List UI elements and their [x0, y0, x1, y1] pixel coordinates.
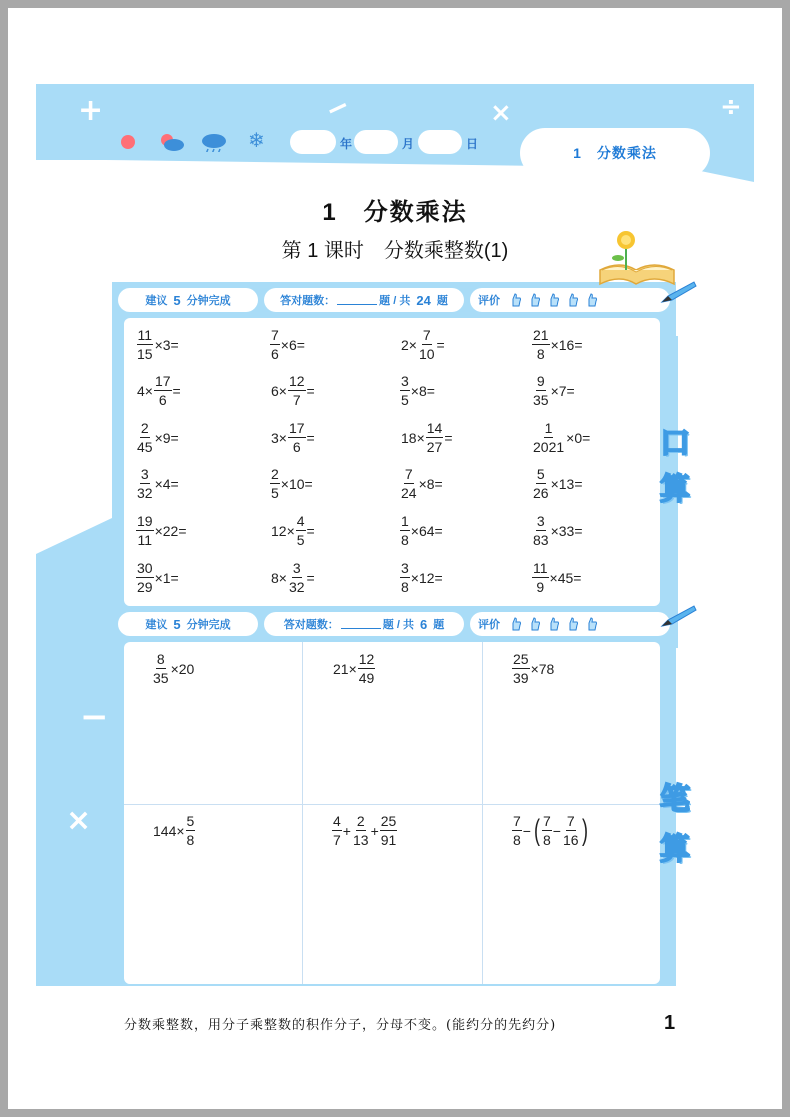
score-blank[interactable] — [341, 619, 381, 629]
thumb-icon[interactable] — [510, 617, 522, 631]
sunny-icon — [120, 132, 136, 152]
thumb-icon[interactable] — [567, 617, 579, 631]
written-item: $\frac{4}{7}$ + $\frac{2}{13}$ + $\frac{25}{91}$ — [333, 813, 397, 848]
oral-item: $\frac{3}{83}$ ×33= — [533, 513, 583, 548]
lesson-subtitle: 第 1 课时 分数乘整数(1) — [281, 240, 509, 262]
chapter-title: 1 分数乘法 — [322, 199, 468, 226]
oral-item: 3× $\frac{17}{6}$ = — [271, 420, 315, 455]
divide-symbol-icon: ÷ — [720, 92, 742, 122]
rating-field: 评价 — [470, 612, 670, 636]
times-symbol-icon: × — [66, 803, 92, 838]
worksheet-page — [8, 8, 782, 1109]
thumb-icon[interactable] — [567, 293, 579, 307]
thumb-icon[interactable] — [529, 293, 541, 307]
page-number: 1 — [664, 1012, 676, 1034]
rainy-icon — [200, 132, 230, 152]
oral-item: 8× $\frac{3}{32}$ = — [271, 560, 315, 595]
oral-item: 18× $\frac{14}{27}$ = — [401, 420, 453, 455]
plus-symbol-icon: + — [78, 93, 104, 128]
oral-side-label: 口 — [660, 426, 690, 461]
day-field[interactable] — [418, 130, 462, 154]
thumb-icon[interactable] — [510, 293, 522, 307]
thumb-icon[interactable] — [548, 293, 560, 307]
oral-item: $\frac{11}{15}$ ×3= — [137, 327, 179, 362]
oral-item: $\frac{1}{2021}$ ×0= — [533, 420, 591, 455]
year-unit: 年 — [340, 137, 353, 151]
score-field: 答对题数： 题 / 共 24 题 — [264, 288, 464, 312]
score-blank[interactable] — [337, 295, 377, 305]
chapter-pill: 1 分数乘法 — [520, 128, 710, 178]
written-item: $\frac{25}{39}$ ×78 — [513, 651, 555, 686]
month-field[interactable] — [354, 130, 398, 154]
oral-item: $\frac{30}{29}$ ×1= — [137, 560, 179, 595]
minus-symbol-icon: − — [80, 697, 109, 737]
written-side-label: 笔 — [660, 782, 690, 817]
oral-item: $\frac{5}{26}$ ×13= — [533, 466, 583, 501]
written-side-label: 算 — [660, 832, 690, 867]
snow-icon: ❄ — [248, 128, 265, 152]
written-info-bar — [118, 612, 678, 636]
times-symbol-icon: × — [490, 98, 512, 128]
thumb-icon[interactable] — [548, 617, 560, 631]
oral-item: $\frac{7}{24}$ ×8= — [401, 466, 443, 501]
oral-item: $\frac{9}{35}$ ×7= — [533, 373, 575, 408]
grid-divider — [302, 642, 303, 984]
pencil-icon — [658, 278, 698, 306]
thumb-icon[interactable] — [586, 617, 598, 631]
suggest-time: 建议 5 分钟完成 — [118, 612, 258, 636]
oral-side-label: 算 — [660, 472, 690, 507]
year-field[interactable] — [290, 130, 336, 154]
oral-item: $\frac{3}{32}$ ×4= — [137, 466, 179, 501]
oral-info-bar — [118, 288, 678, 312]
suggest-time: 建议 5 分钟完成 — [118, 288, 258, 312]
oral-item: 12× $\frac{4}{5}$ = — [271, 513, 315, 548]
day-unit: 日 — [466, 137, 479, 151]
right-paren: ) — [581, 813, 588, 847]
oral-item: 2× $\frac{7}{10}$ = — [401, 327, 445, 362]
written-item: $\frac{7}{8}$ − ( $\frac{7}{8}$ − $\frac{7}{16}$ ) — [513, 813, 588, 848]
thumb-icon[interactable] — [586, 293, 598, 307]
written-item: 21× $\frac{12}{49}$ — [333, 651, 375, 686]
oral-item: $\frac{21}{8}$ ×16= — [533, 327, 583, 362]
grid-divider — [124, 804, 660, 805]
oral-item: $\frac{11}{9}$ ×45= — [533, 560, 582, 595]
oral-item: $\frac{3}{8}$ ×12= — [401, 560, 443, 595]
oral-item: $\frac{7}{6}$ ×6= — [271, 327, 305, 362]
written-item: $\frac{8}{35}$ ×20 — [153, 651, 195, 686]
rating-field: 评价 — [470, 288, 670, 312]
oral-item: 4× $\frac{17}{6}$ = — [137, 373, 181, 408]
rule-tip: 分数乘整数，用分子乘整数的积作分子，分母不变。(能约分的先约分) — [124, 1018, 557, 1033]
written-item: 144× $\frac{5}{8}$ — [153, 813, 195, 848]
thumb-icon[interactable] — [529, 617, 541, 631]
oral-item: $\frac{2}{5}$ ×10= — [271, 466, 313, 501]
oral-item: 6× $\frac{12}{7}$ = — [271, 373, 315, 408]
oral-item: $\frac{2}{45}$ ×9= — [137, 420, 179, 455]
month-unit: 月 — [402, 137, 415, 151]
minus-symbol-icon: − — [319, 87, 356, 128]
oral-item: $\frac{19}{11}$ ×22= — [137, 513, 187, 548]
oral-item: $\frac{3}{5}$ ×8= — [401, 373, 435, 408]
partly-cloudy-icon — [158, 132, 186, 152]
score-field: 答对题数： 题 / 共 6 题 — [264, 612, 464, 636]
oral-item: $\frac{1}{8}$ ×64= — [401, 513, 443, 548]
pencil-icon — [658, 602, 698, 630]
grid-divider — [482, 642, 483, 984]
left-paren: ( — [533, 813, 540, 847]
